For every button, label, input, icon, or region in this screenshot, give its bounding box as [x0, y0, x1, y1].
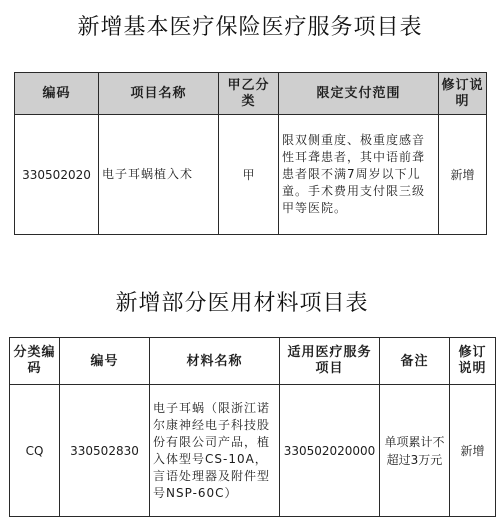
- table-row: [10, 385, 496, 517]
- cell-applicable-service: 330502020000: [280, 385, 380, 517]
- header-number: 编号: [60, 338, 150, 385]
- cell-category: 甲: [219, 115, 279, 235]
- header-revision-note: 修订说明: [439, 73, 487, 115]
- table1-header-row: [15, 73, 487, 115]
- cell-remark: 单项累计不超过3万元: [380, 385, 450, 517]
- cell-item-name: 电子耳蜗植入术: [99, 115, 219, 235]
- header-class-code: 分类编码: [10, 338, 60, 385]
- header-applicable-service: 适用医疗服务项目: [280, 338, 380, 385]
- cell-code: 330502020: [15, 115, 99, 235]
- cell-number: 330502830: [60, 385, 150, 517]
- header-category: 甲乙分类: [219, 73, 279, 115]
- header-revision-note: 修订说明: [450, 338, 496, 385]
- cell-class-code: CQ: [10, 385, 60, 517]
- table1-title: 新增基本医疗保险医疗服务项目表: [77, 15, 423, 40]
- table2-title: 新增部分医用材料项目表: [115, 291, 369, 316]
- header-item-name: 项目名称: [99, 73, 219, 115]
- table2-header-row: [10, 338, 496, 385]
- header-material-name: 材料名称: [150, 338, 280, 385]
- medical-materials-table: [9, 337, 496, 517]
- header-payment-scope: 限定支付范围: [279, 73, 439, 115]
- cell-revision-note: 新增: [450, 385, 496, 517]
- header-remark: 备注: [380, 338, 450, 385]
- cell-revision-note: 新增: [439, 115, 487, 235]
- header-code: 编码: [15, 73, 99, 115]
- cell-material-name: 电子耳蜗（限浙江诺尔康神经电子科技股份有限公司产品，植入体型号CS-10A，言语处理器及附件型号NSP-60C）: [150, 385, 280, 517]
- medical-service-items-table: [14, 72, 487, 235]
- cell-payment-scope: 限双侧重度、极重度感音性耳聋患者，其中语前聋患者限不满7周岁以下儿童。手术费用支付限三级甲等医院。: [279, 115, 439, 235]
- table-row: [15, 115, 487, 235]
